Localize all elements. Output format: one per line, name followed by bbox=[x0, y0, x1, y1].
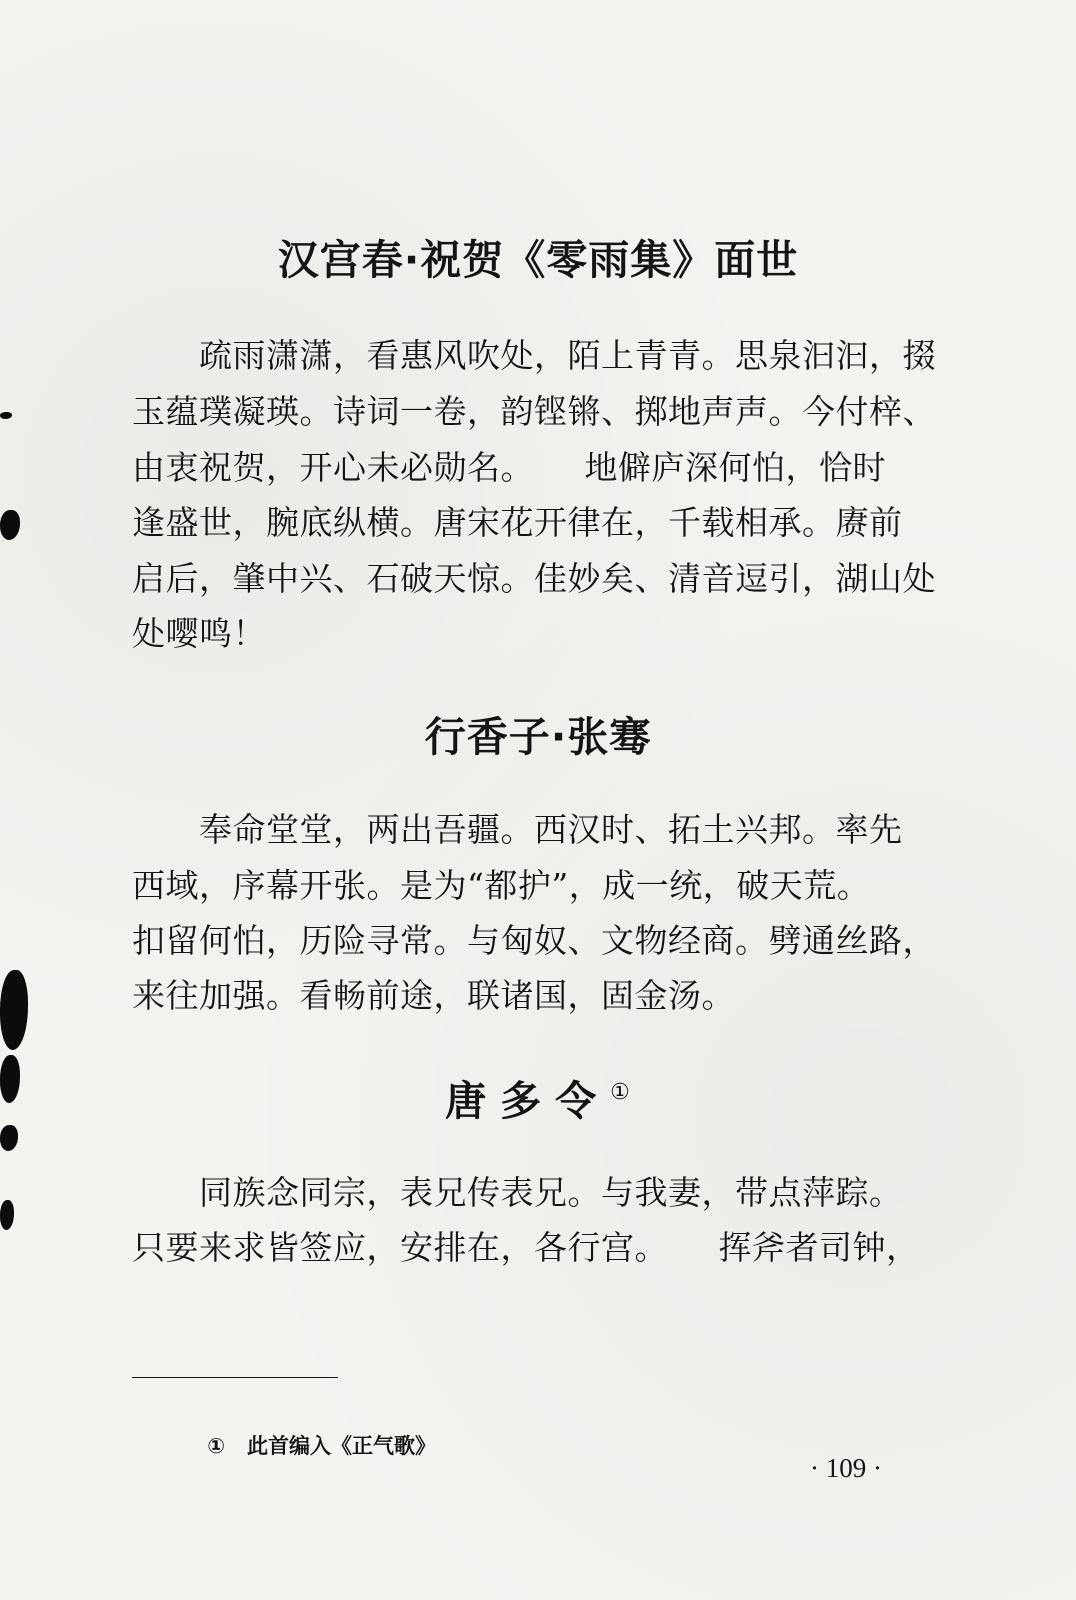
poem-line: 只要来求皆签应，安排在，各行宫。 挥斧者司钟， bbox=[132, 1228, 920, 1267]
footnote-reference-mark: ① bbox=[610, 1080, 631, 1105]
poem-line: 疏雨潇潇，看惠风吹处，陌上青青。思泉汩汩，掇 bbox=[132, 336, 936, 375]
poem-line: 西域，序幕开张。是为“都护”，成一统，破天荒。 bbox=[132, 866, 871, 905]
poem-line: 同族念同宗，表兄传表兄。与我妻，带点萍踪。 bbox=[132, 1173, 903, 1212]
poem-title bbox=[0, 1077, 1076, 1125]
poem-line: 来往加强。看畅前途，联诸国，固金汤。 bbox=[132, 976, 735, 1015]
ink-blot-mark bbox=[0, 1125, 18, 1151]
page-number: · 109 · bbox=[810, 1453, 882, 1483]
poem-line: 处嘤鸣！ bbox=[132, 614, 266, 653]
footnote-text: 此首编入《正气歌》 bbox=[247, 1434, 437, 1458]
ink-blot-mark bbox=[0, 970, 28, 1050]
poem-title-text: 唐多令 bbox=[445, 1077, 611, 1125]
poem-line: 由衷祝贺，开心未必勋名。 地僻庐深何怕，恰时 bbox=[132, 448, 886, 487]
footnote bbox=[178, 1404, 436, 1488]
poem-line: 扣留何怕，历险寻常。与匈奴、文物经商。劈通丝路， bbox=[132, 921, 936, 960]
ink-blot-mark bbox=[0, 510, 20, 540]
ink-blot-mark bbox=[0, 412, 12, 419]
poem-title: 行香子·张骞 bbox=[424, 713, 652, 761]
footnote-divider bbox=[132, 1377, 338, 1378]
ink-blot-mark bbox=[0, 1200, 14, 1230]
footnote-mark: ① bbox=[207, 1434, 226, 1458]
poem-line: 玉蕴璞凝瑛。诗词一卷，韵铿锵、掷地声声。今付梓、 bbox=[132, 392, 936, 431]
poem-title: 汉宫春·祝贺《零雨集》面世 bbox=[277, 236, 799, 284]
poem-line: 奉命堂堂，两出吾疆。西汉时、拓土兴邦。率先 bbox=[132, 810, 903, 849]
poem-line: 启后，肇中兴、石破天惊。佳妙矣、清音逗引，湖山处 bbox=[132, 559, 936, 598]
poem-line: 逢盛世，腕底纵横。唐宋花开律在，千载相承。赓前 bbox=[132, 503, 903, 542]
